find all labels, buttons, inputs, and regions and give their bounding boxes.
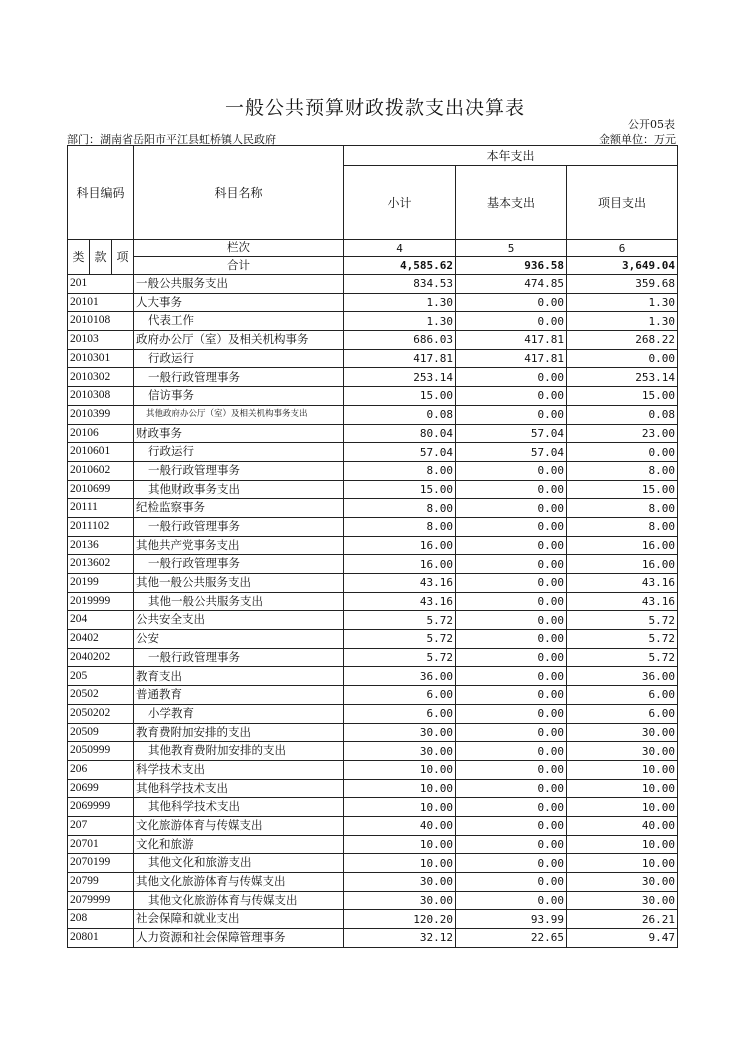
row-subtotal: 253.14 xyxy=(344,368,456,387)
row-subtotal: 834.53 xyxy=(344,275,456,294)
row-basic: 0.00 xyxy=(456,461,567,480)
row-project: 15.00 xyxy=(567,480,678,499)
row-code: 2079999 xyxy=(68,891,134,910)
table-row xyxy=(68,648,678,667)
row-code: 2070199 xyxy=(68,854,134,873)
row-subtotal: 30.00 xyxy=(344,891,456,910)
row-code: 2011102 xyxy=(68,517,134,536)
row-name: 政府办公厅（室）及相关机构事务 xyxy=(134,331,344,350)
row-project: 16.00 xyxy=(567,555,678,574)
row-subtotal: 5.72 xyxy=(344,630,456,649)
row-subtotal: 80.04 xyxy=(344,424,456,443)
row-subtotal: 1.30 xyxy=(344,293,456,312)
row-name: 其他一般公共服务支出 xyxy=(134,592,344,611)
row-project: 40.00 xyxy=(567,816,678,835)
row-name: 文化旅游体育与传媒支出 xyxy=(134,816,344,835)
row-basic: 93.99 xyxy=(456,910,567,929)
header-item: 项 xyxy=(112,240,134,275)
header-project-expenditure: 项目支出 xyxy=(567,166,678,240)
row-subtotal: 1.30 xyxy=(344,312,456,331)
row-project: 0.00 xyxy=(567,443,678,462)
row-name: 其他文化旅游体育与传媒支出 xyxy=(134,873,344,892)
row-project: 26.21 xyxy=(567,910,678,929)
table-row xyxy=(68,760,678,779)
header-subject-name: 科目名称 xyxy=(134,146,344,240)
total-project: 3,649.04 xyxy=(567,257,678,275)
row-subtotal: 10.00 xyxy=(344,779,456,798)
row-basic: 0.00 xyxy=(456,779,567,798)
column-number-6: 6 xyxy=(567,240,678,257)
row-project: 5.72 xyxy=(567,630,678,649)
row-code: 2010108 xyxy=(68,312,134,331)
table-row xyxy=(68,480,678,499)
row-code: 20101 xyxy=(68,293,134,312)
row-subtotal: 36.00 xyxy=(344,667,456,686)
row-basic: 0.00 xyxy=(456,630,567,649)
document-title: 一般公共预算财政拨款支出决算表 xyxy=(224,97,525,119)
row-code: 20111 xyxy=(68,499,134,518)
row-subtotal: 30.00 xyxy=(344,873,456,892)
row-code: 2010301 xyxy=(68,349,134,368)
table-row xyxy=(68,704,678,723)
row-basic: 0.00 xyxy=(456,517,567,536)
row-code: 2040202 xyxy=(68,648,134,667)
row-name: 一般行政管理事务 xyxy=(134,368,344,387)
row-basic: 0.00 xyxy=(456,555,567,574)
table-row xyxy=(68,891,678,910)
column-number-5: 5 xyxy=(456,240,567,257)
row-basic: 0.00 xyxy=(456,611,567,630)
row-code: 206 xyxy=(68,760,134,779)
row-basic: 57.04 xyxy=(456,424,567,443)
row-subtotal: 8.00 xyxy=(344,499,456,518)
row-basic: 0.00 xyxy=(456,816,567,835)
row-subtotal: 10.00 xyxy=(344,798,456,817)
row-name: 其他文化旅游体育与传媒支出 xyxy=(134,891,344,910)
row-name: 其他科学技术支出 xyxy=(134,779,344,798)
row-name: 其他科学技术支出 xyxy=(134,798,344,817)
header-section: 款 xyxy=(90,240,112,275)
table-row xyxy=(68,910,678,929)
row-project: 10.00 xyxy=(567,835,678,854)
row-basic: 417.81 xyxy=(456,349,567,368)
row-code: 208 xyxy=(68,910,134,929)
table-row xyxy=(68,667,678,686)
row-project: 43.16 xyxy=(567,592,678,611)
row-project: 10.00 xyxy=(567,779,678,798)
row-code: 2019999 xyxy=(68,592,134,611)
row-name: 其他政府办公厅（室）及相关机构事务支出 xyxy=(134,405,344,424)
table-row xyxy=(68,517,678,536)
row-subtotal: 417.81 xyxy=(344,349,456,368)
row-name: 公安 xyxy=(134,630,344,649)
row-project: 9.47 xyxy=(567,929,678,948)
table-row xyxy=(68,555,678,574)
row-name: 一般公共服务支出 xyxy=(134,275,344,294)
row-code: 205 xyxy=(68,667,134,686)
row-subtotal: 15.00 xyxy=(344,387,456,406)
row-basic: 22.65 xyxy=(456,929,567,948)
row-code: 2010302 xyxy=(68,368,134,387)
row-basic: 0.00 xyxy=(456,387,567,406)
row-subtotal: 43.16 xyxy=(344,592,456,611)
row-basic: 0.00 xyxy=(456,648,567,667)
row-subtotal: 43.16 xyxy=(344,574,456,593)
row-subtotal: 16.00 xyxy=(344,536,456,555)
row-code: 2050202 xyxy=(68,704,134,723)
table-row xyxy=(68,387,678,406)
row-subtotal: 10.00 xyxy=(344,854,456,873)
row-code: 20402 xyxy=(68,630,134,649)
row-name: 代表工作 xyxy=(134,312,344,331)
form-number: 公开05表 xyxy=(628,118,675,131)
row-subtotal: 686.03 xyxy=(344,331,456,350)
row-basic: 0.00 xyxy=(456,686,567,705)
row-basic: 0.00 xyxy=(456,723,567,742)
row-name: 小学教育 xyxy=(134,704,344,723)
table-row xyxy=(68,816,678,835)
row-project: 0.00 xyxy=(567,349,678,368)
row-project: 30.00 xyxy=(567,873,678,892)
table-row xyxy=(68,349,678,368)
row-name: 行政运行 xyxy=(134,349,344,368)
row-basic: 0.00 xyxy=(456,835,567,854)
row-subtotal: 30.00 xyxy=(344,742,456,761)
row-subtotal: 5.72 xyxy=(344,648,456,667)
total-subtotal: 4,585.62 xyxy=(344,257,456,275)
row-code: 204 xyxy=(68,611,134,630)
row-project: 10.00 xyxy=(567,760,678,779)
total-label: 合计 xyxy=(134,257,344,275)
row-name: 一般行政管理事务 xyxy=(134,461,344,480)
row-basic: 0.00 xyxy=(456,592,567,611)
row-code: 20799 xyxy=(68,873,134,892)
table-row xyxy=(68,574,678,593)
row-code: 2010399 xyxy=(68,405,134,424)
row-name: 普通教育 xyxy=(134,686,344,705)
row-subtotal: 6.00 xyxy=(344,704,456,723)
total-row xyxy=(68,257,678,275)
row-code: 20103 xyxy=(68,331,134,350)
row-basic: 0.00 xyxy=(456,536,567,555)
row-subtotal: 40.00 xyxy=(344,816,456,835)
table-row xyxy=(68,798,678,817)
row-name: 一般行政管理事务 xyxy=(134,555,344,574)
table-row xyxy=(68,275,678,294)
row-name: 一般行政管理事务 xyxy=(134,517,344,536)
row-code: 2069999 xyxy=(68,798,134,817)
row-project: 43.16 xyxy=(567,574,678,593)
row-code: 2010699 xyxy=(68,480,134,499)
row-name: 教育费附加安排的支出 xyxy=(134,723,344,742)
row-basic: 0.00 xyxy=(456,760,567,779)
row-name: 人力资源和社会保障管理事务 xyxy=(134,929,344,948)
row-project: 0.08 xyxy=(567,405,678,424)
row-code: 2010601 xyxy=(68,443,134,462)
row-code: 2010308 xyxy=(68,387,134,406)
row-name: 教育支出 xyxy=(134,667,344,686)
row-project: 8.00 xyxy=(567,499,678,518)
table-row xyxy=(68,499,678,518)
row-basic: 0.00 xyxy=(456,312,567,331)
row-project: 359.68 xyxy=(567,275,678,294)
row-project: 15.00 xyxy=(567,387,678,406)
row-code: 20502 xyxy=(68,686,134,705)
amount-unit-label: 金额单位：万元 xyxy=(599,133,676,146)
table-row xyxy=(68,779,678,798)
row-code: 20801 xyxy=(68,929,134,948)
row-subtotal: 10.00 xyxy=(344,835,456,854)
row-project: 1.30 xyxy=(567,293,678,312)
row-name: 纪检监察事务 xyxy=(134,499,344,518)
row-subtotal: 120.20 xyxy=(344,910,456,929)
row-project: 23.00 xyxy=(567,424,678,443)
row-basic: 0.00 xyxy=(456,499,567,518)
row-basic: 0.00 xyxy=(456,704,567,723)
table-row xyxy=(68,443,678,462)
row-project: 16.00 xyxy=(567,536,678,555)
row-basic: 474.85 xyxy=(456,275,567,294)
table-row xyxy=(68,331,678,350)
row-name: 信访事务 xyxy=(134,387,344,406)
table-row xyxy=(68,592,678,611)
row-code: 20136 xyxy=(68,536,134,555)
row-project: 5.72 xyxy=(567,648,678,667)
row-name: 财政事务 xyxy=(134,424,344,443)
row-name: 社会保障和就业支出 xyxy=(134,910,344,929)
row-name: 科学技术支出 xyxy=(134,760,344,779)
header-subtotal: 小计 xyxy=(344,166,456,240)
row-code: 20701 xyxy=(68,835,134,854)
row-code: 201 xyxy=(68,275,134,294)
row-project: 30.00 xyxy=(567,723,678,742)
header-subject-code: 科目编码 xyxy=(68,146,134,240)
table-row xyxy=(68,854,678,873)
table-row xyxy=(68,424,678,443)
row-project: 10.00 xyxy=(567,854,678,873)
table-row xyxy=(68,873,678,892)
row-project: 6.00 xyxy=(567,686,678,705)
row-basic: 57.04 xyxy=(456,443,567,462)
row-project: 30.00 xyxy=(567,891,678,910)
row-code: 2013602 xyxy=(68,555,134,574)
row-subtotal: 5.72 xyxy=(344,611,456,630)
row-code: 207 xyxy=(68,816,134,835)
column-number-label: 栏次 xyxy=(134,240,344,257)
row-subtotal: 30.00 xyxy=(344,723,456,742)
row-name: 一般行政管理事务 xyxy=(134,648,344,667)
row-project: 10.00 xyxy=(567,798,678,817)
row-basic: 0.00 xyxy=(456,405,567,424)
row-subtotal: 15.00 xyxy=(344,480,456,499)
row-code: 20699 xyxy=(68,779,134,798)
row-subtotal: 57.04 xyxy=(344,443,456,462)
table-row xyxy=(68,536,678,555)
column-number-4: 4 xyxy=(344,240,456,257)
table-row xyxy=(68,742,678,761)
department-label: 部门：湖南省岳阳市平江县虹桥镇人民政府 xyxy=(67,133,276,146)
table-row xyxy=(68,630,678,649)
row-project: 5.72 xyxy=(567,611,678,630)
row-subtotal: 8.00 xyxy=(344,461,456,480)
row-code: 2050999 xyxy=(68,742,134,761)
row-project: 36.00 xyxy=(567,667,678,686)
row-basic: 0.00 xyxy=(456,854,567,873)
header-category: 类 xyxy=(68,240,90,275)
row-basic: 0.00 xyxy=(456,480,567,499)
row-basic: 0.00 xyxy=(456,873,567,892)
row-name: 其他教育费附加安排的支出 xyxy=(134,742,344,761)
row-basic: 0.00 xyxy=(456,742,567,761)
row-subtotal: 16.00 xyxy=(344,555,456,574)
row-code: 20106 xyxy=(68,424,134,443)
row-name: 其他一般公共服务支出 xyxy=(134,574,344,593)
row-basic: 417.81 xyxy=(456,331,567,350)
row-project: 1.30 xyxy=(567,312,678,331)
row-basic: 0.00 xyxy=(456,798,567,817)
expenditure-table xyxy=(67,145,678,948)
row-subtotal: 32.12 xyxy=(344,929,456,948)
row-subtotal: 6.00 xyxy=(344,686,456,705)
table-row xyxy=(68,723,678,742)
table-row xyxy=(68,929,678,948)
row-subtotal: 10.00 xyxy=(344,760,456,779)
row-name: 行政运行 xyxy=(134,443,344,462)
table-row xyxy=(68,461,678,480)
row-basic: 0.00 xyxy=(456,891,567,910)
table-row xyxy=(68,293,678,312)
row-project: 6.00 xyxy=(567,704,678,723)
table-row xyxy=(68,312,678,331)
row-project: 253.14 xyxy=(567,368,678,387)
row-project: 8.00 xyxy=(567,517,678,536)
row-name: 其他财政事务支出 xyxy=(134,480,344,499)
row-code: 20509 xyxy=(68,723,134,742)
row-basic: 0.00 xyxy=(456,574,567,593)
row-basic: 0.00 xyxy=(456,293,567,312)
row-project: 30.00 xyxy=(567,742,678,761)
table-row xyxy=(68,611,678,630)
row-subtotal: 0.08 xyxy=(344,405,456,424)
row-basic: 0.00 xyxy=(456,667,567,686)
row-name: 人大事务 xyxy=(134,293,344,312)
row-name: 公共安全支出 xyxy=(134,611,344,630)
row-basic: 0.00 xyxy=(456,368,567,387)
row-project: 8.00 xyxy=(567,461,678,480)
table-row xyxy=(68,368,678,387)
row-project: 268.22 xyxy=(567,331,678,350)
total-basic: 936.58 xyxy=(456,257,567,275)
row-name: 其他文化和旅游支出 xyxy=(134,854,344,873)
row-name: 其他共产党事务支出 xyxy=(134,536,344,555)
header-current-year-expenditure: 本年支出 xyxy=(344,146,678,166)
row-name: 文化和旅游 xyxy=(134,835,344,854)
row-subtotal: 8.00 xyxy=(344,517,456,536)
row-code: 2010602 xyxy=(68,461,134,480)
table-row xyxy=(68,835,678,854)
table-row xyxy=(68,686,678,705)
header-basic-expenditure: 基本支出 xyxy=(456,166,567,240)
table-row xyxy=(68,405,678,424)
row-code: 20199 xyxy=(68,574,134,593)
